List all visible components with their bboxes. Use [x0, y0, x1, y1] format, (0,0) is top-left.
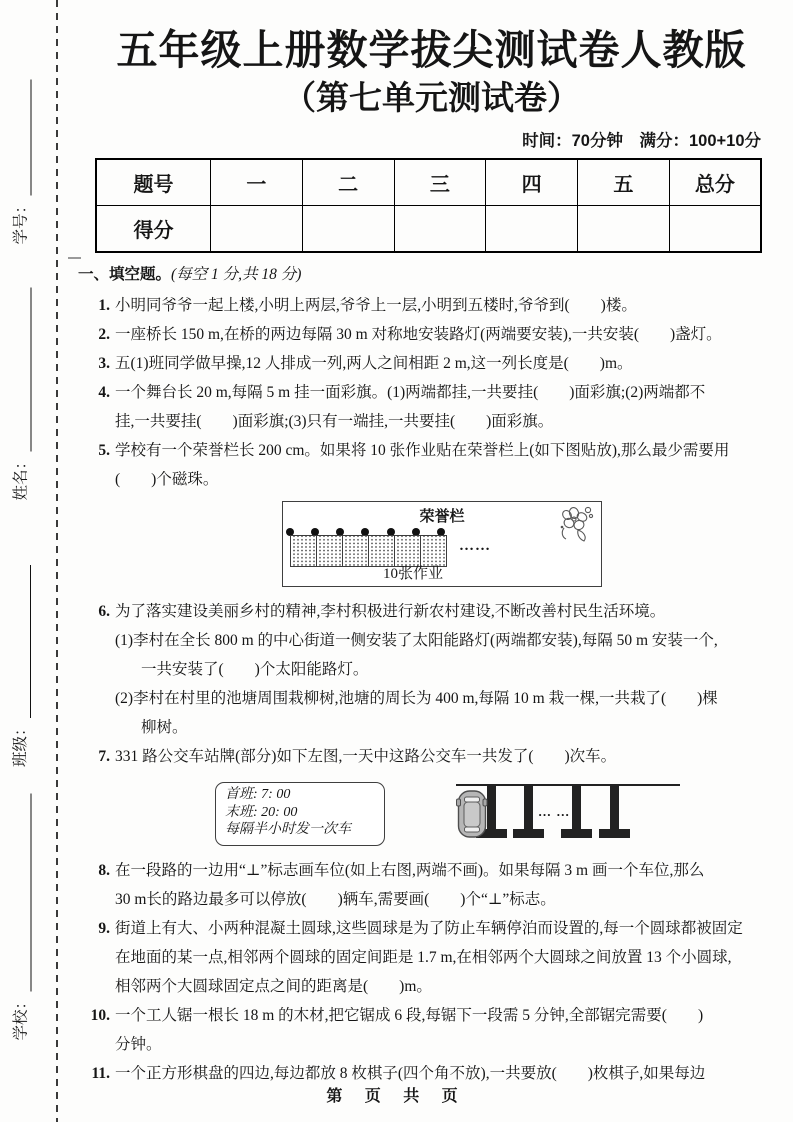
figure-bus-stop — [78, 774, 785, 854]
question-10 — [78, 1001, 785, 1059]
honor-board-frame — [282, 501, 602, 587]
question-11-text: 一个正方形棋盘的四边,每边都放 8 枚棋子(四个角不放),一共要放( )枚棋子,如果每边 — [115, 1065, 706, 1083]
class-label: 班级： — [12, 720, 29, 767]
question-9-number: 9. — [98, 920, 110, 938]
question-6 — [78, 597, 785, 742]
page-footer: 第 页 共 页 — [326, 1088, 467, 1105]
bus-interval: 每隔半小时发一次车 — [225, 822, 351, 838]
score-table-cell-total: 总分 — [669, 159, 761, 206]
question-8-text-line2: 30 m长的路边最多可以停放( )辆车,需要画( )个“⊥”标志。 — [115, 891, 556, 909]
score-table-cell-3: 三 — [394, 159, 486, 206]
section-one-label: 一、填空题。 — [78, 266, 172, 284]
question-5-text-line1: 学校有一个荣誉栏长 200 cm。如果将 10 张作业贴在荣誉栏上(如下图贴放),那么最少需要用 — [115, 442, 730, 460]
dashed-cut-line — [56, 0, 58, 1122]
score-blank-cell — [302, 206, 394, 253]
score-blank-cell — [669, 206, 761, 253]
question-10-number: 10. — [90, 1007, 110, 1025]
question-4-text-line1: 一个舞台长 20 m,每隔 5 m 挂一面彩旗。(1)两端都挂,一共要挂( )面彩旗;(2)两端都不 — [115, 384, 706, 402]
score-table-score-row — [96, 206, 761, 253]
question-6-intro: 为了落实建设美丽乡村的精神,李村积极进行新农村建设,不断改善村民生活环境。 — [115, 603, 666, 621]
question-10-text-line1: 一个工人锯一根长 18 m 的木材,把它锯成 6 段,每锯下一段需 5 分钟,全部锯完需要( ) — [115, 1007, 704, 1025]
question-6-sub1-line2: 一共安装了( )个太阳能路灯。 — [141, 661, 369, 679]
question-3-text: 五(1)班同学做早操,12 人排成一列,两人之间相距 2 m,这一列长度是( )m。 — [115, 355, 633, 373]
question-4 — [78, 378, 785, 436]
question-6-sub2 — [115, 684, 785, 742]
question-6-sub1 — [115, 626, 785, 684]
continuation-dots: …… — [459, 538, 491, 555]
margin-field-class — [9, 565, 31, 767]
parking-continuation-dots: … … — [538, 804, 571, 820]
question-8-number: 8. — [98, 862, 110, 880]
question-2-text: 一座桥长 150 m,在桥的两边每隔 30 m 对称地安装路灯(两端要安装),一共安装( )盏灯。 — [115, 326, 722, 344]
score-blank-cell — [486, 206, 578, 253]
parking-marker-foot — [513, 829, 544, 838]
school-blank-line — [9, 794, 32, 992]
margin-field-student-id — [10, 80, 32, 245]
question-1-number: 1. — [98, 297, 110, 315]
margin-field-name — [10, 288, 32, 501]
score-table-cell-1: 一 — [211, 159, 303, 206]
question-3-number: 3. — [98, 355, 110, 373]
bus-last-run: 末班: 20: 00 — [225, 804, 298, 820]
time-and-score-note: 时间：70分钟 满分：100+10分 — [522, 132, 761, 151]
parking-marker-icon — [524, 784, 533, 838]
bus-first-run: 首班: 7: 00 — [225, 787, 291, 803]
student-id-blank-line — [9, 80, 32, 196]
flower-icon — [554, 504, 596, 547]
question-6-sub1-line1: (1)李村在全长 800 m 的中心街道一侧安装了太阳能路灯(两端都安装),每隔 50 m 安装一个, — [115, 632, 718, 650]
name-blank-line — [9, 288, 32, 452]
question-5-number: 5. — [98, 442, 110, 460]
question-9-text-line2: 在地面的某一点,相邻两个圆球的固定间距是 1.7 m,在相邻两个大圆球之间放置 13 个小圆球, — [115, 949, 732, 967]
score-table-header-row — [96, 159, 761, 206]
margin-field-school — [10, 794, 32, 1041]
school-label: 学校： — [12, 993, 30, 1041]
question-4-number: 4. — [98, 384, 110, 402]
question-1 — [78, 291, 785, 320]
parking-diagram — [456, 784, 680, 848]
score-blank-cell — [578, 206, 670, 253]
honor-board-caption: 10张作业 — [382, 566, 443, 583]
question-9-text-line1: 街道上有大、小两种混凝土圆球,这些圆球是为了防止车辆停泊而设置的,每一个圆球都被固定 — [115, 920, 743, 938]
question-6-sub2-line2: 柳树。 — [141, 719, 188, 737]
page-subtitle: （第七单元测试卷） — [283, 79, 580, 117]
score-blank-cell — [394, 206, 486, 253]
question-7-text: 331 路公交车站牌(部分)如下左图,一天中这路公交车一共发了( )次车。 — [115, 748, 617, 766]
parking-marker-icon — [487, 784, 496, 838]
question-2-number: 2. — [98, 326, 110, 344]
question-9-text-line3: 相邻两个大圆球固定点之间的距离是( )m。 — [115, 978, 432, 996]
section-one-note: (每空 1 分,共 18 分) — [171, 266, 302, 284]
score-table-cell-defen: 得分 — [96, 206, 211, 253]
figure-honor-board — [78, 499, 785, 594]
question-7-number: 7. — [98, 748, 110, 766]
name-label: 姓名： — [12, 453, 30, 501]
main-content — [78, 0, 785, 1088]
score-table-cell-5: 五 — [578, 159, 670, 206]
question-9 — [78, 914, 785, 1001]
student-id-label: 学号： — [12, 197, 30, 245]
question-6-sub2-line1: (2)李村在村里的池塘周围栽柳树,池塘的周长为 400 m,每隔 10 m 栽一棵,一共栽了( )棵 — [115, 690, 718, 708]
score-table-cell-4: 四 — [486, 159, 578, 206]
question-6-number: 6. — [98, 603, 110, 621]
question-4-text-line2: 挂,一共要挂( )面彩旗;(3)只有一端挂,一共要挂( )面彩旗。 — [115, 413, 554, 431]
section-one-heading — [78, 261, 785, 289]
parking-marker-foot — [599, 829, 630, 838]
class-blank-line — [8, 565, 31, 718]
question-11-number: 11. — [91, 1065, 110, 1083]
score-blank-cell — [211, 206, 303, 253]
question-8-text-line1: 在一段路的一边用“⊥”标志画车位(如上右图,两端不画)。如果每隔 3 m 画一个车位,那么 — [115, 862, 705, 880]
question-8 — [78, 856, 785, 914]
parking-marker-icon — [572, 784, 581, 838]
honor-board-title: 荣誉栏 — [419, 508, 465, 526]
question-10-text-line2: 分钟。 — [115, 1036, 162, 1054]
parking-marker-foot — [561, 829, 592, 838]
score-table-cell-2: 二 — [302, 159, 394, 206]
page-title: 五年级上册数学拔尖测试卷人教版 — [116, 27, 747, 73]
score-table — [95, 158, 762, 253]
question-7 — [78, 742, 785, 771]
question-5-text-line2: ( )个磁珠。 — [115, 471, 219, 489]
bus-schedule-sign — [215, 782, 385, 846]
question-3 — [78, 349, 785, 378]
question-1-text: 小明同爷爷一起上楼,小明上两层,爷爷上一层,小明到五楼时,爷爷到( )楼。 — [115, 297, 637, 315]
score-table-cell-tihao: 题号 — [96, 159, 211, 206]
parking-marker-icon — [610, 784, 619, 838]
car-icon — [456, 789, 488, 844]
question-5 — [78, 436, 785, 494]
question-2 — [78, 320, 785, 349]
